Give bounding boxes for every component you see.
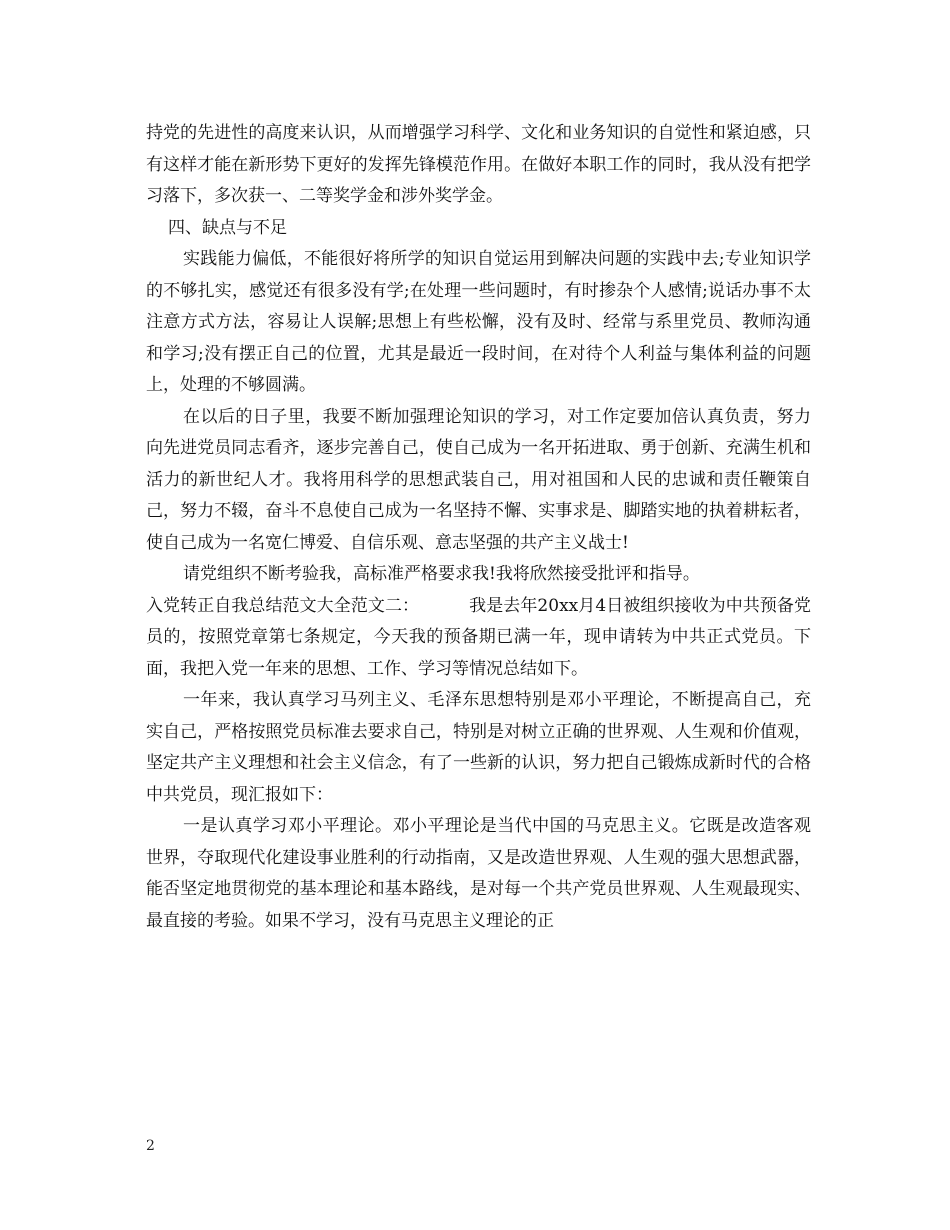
paragraph-request: 请党组织不断考验我，高标准严格要求我!我将欣然接受批评和指导。 (183, 564, 700, 584)
page-number: 2 (146, 1138, 155, 1154)
paragraph-section-two-intro (146, 591, 811, 686)
section-heading-shortcomings: 四、缺点与不足 (168, 217, 287, 238)
paragraph-year-summary: 一年来，我认真学习马列主义、毛泽东思想特别是邓小平理论，不断提高自己，充实自己，严格按照党员标准去要求自己，特别是对树立正确的世界观、人生观和价值观，坚定共产主义理想和社会主义信念，有了一些新的认识，努力把自己锻炼成新时代的合格中共党员，现汇报如下： (146, 690, 811, 805)
document-body (146, 118, 811, 937)
section-title-example-two: 入党转正自我总结范文大全范文二： (146, 595, 420, 616)
section-intro-text: 我是去年20xx月4日被组织接收为中共预备党员的，按照党章第七条规定，今天我的预备期已满一年，现申请转为中共正式党员。下面，我把入党一年来的思想、工作、学习等情况总结如下。 (146, 595, 812, 679)
paragraph-study-theory: 一是认真学习邓小平理论。邓小平理论是当代中国的马克思主义。它既是改造客观世界，夺取现代化建设事业胜利的行动指南，又是改造世界观、人生观的强大思想武器，能否坚定地贯彻党的基本理论和基本路线，是对每一个共产党员世界观、人生观最现实、最直接的考验。如果不学习，没有马克思主义理论的正 (146, 816, 811, 931)
paragraph-shortcomings: 实践能力偏低，不能很好将所学的知识自觉运用到解决问题的实践中去;专业知识学的不够扎实，感觉还有很多没有学;在处理一些问题时，有时掺杂个人感情;说话办事不太注意方式方法，容易让人误解;思想上有些松懈，没有及时、经常与系里党员、教师沟通和学习;没有摆正自己的位置，尤其是最近一段时间，在对待个人利益与集体利益的问题上，处理的不够圆满。 (146, 249, 811, 395)
paragraph-future-plans: 在以后的日子里，我要不断加强理论知识的学习，对工作定要加倍认真负责，努力向先进党员同志看齐，逐步完善自己，使自己成为一名开拓进取、勇于创新、充满生机和活力的新世纪人才。我将用科学的思想武装自己，用对祖国和人民的忠诚和责任鞭策自己，努力不辍，奋斗不息使自己成为一名坚持不懈、实事求是、脚踏实地的执着耕耘者，使自己成为一名宽仁博爱、自信乐观、意志坚强的共产主义战士! (146, 406, 811, 553)
paragraph-continuation: 持党的先进性的高度来认识，从而增强学习科学、文化和业务知识的自觉性和紧迫感，只有这样才能在新形势下更好的发挥先锋模范作用。在做好本职工作的同时，我从没有把学习落下，多次获一、二等奖学金和涉外奖学金。 (146, 123, 811, 206)
